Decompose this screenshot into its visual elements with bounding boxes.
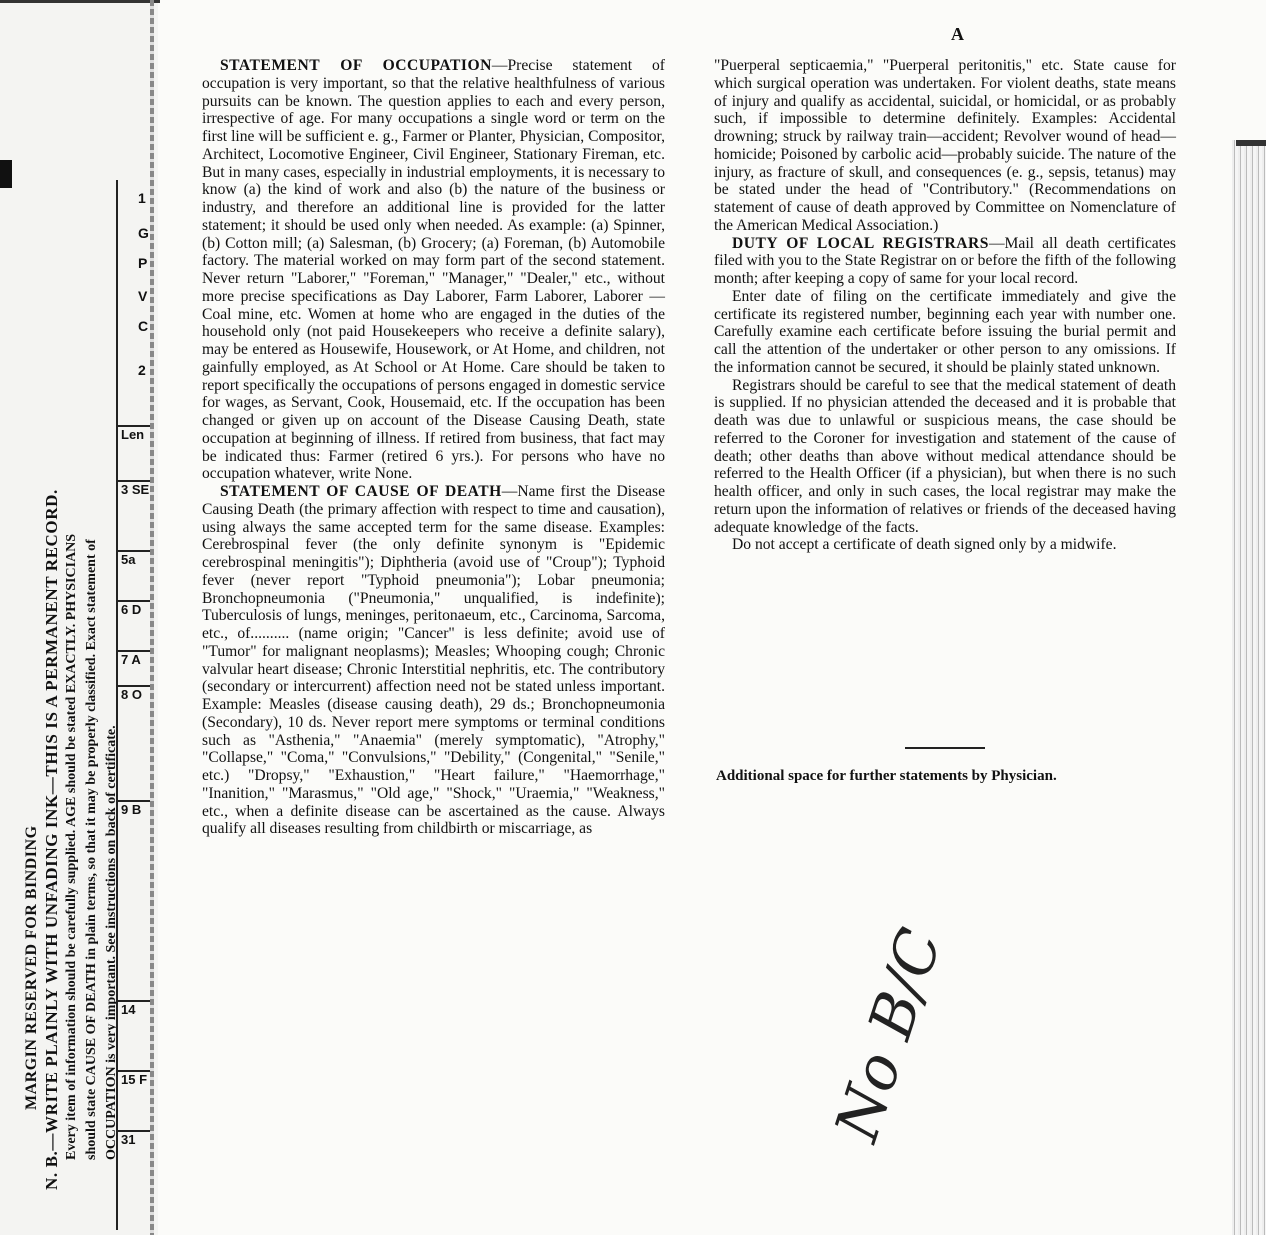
occupation-heading: STATEMENT OF OCCUPATION — [220, 57, 492, 74]
form-fragment-letter: G — [138, 225, 149, 241]
margin-top-rule — [0, 0, 160, 3]
form-fragment-letter: 1 — [138, 190, 146, 206]
cause-of-death-text: —Name first the Disease Causing Death (the primary affection with respect to time and causation), using always the same accepted term for the same disease. Examples: Cerebrospinal fever (the only definite synonym is "Epidemic cerebrospinal meningitis"); Diphtheria (avoid use of "Croup"); Typhoid fever (never report "Typhoid pneumonia"); Lobar pneumonia; Bronchopneumonia ("Pneumonia," unqualified, is indefinite); Tuberculosis of lungs, meninges, peritonaeum, etc., Carcinoma, Sarcoma, etc., of.......... (name origin; "Cancer" is less definite; avoid use of "Tumor" for malignant neoplasms); Measles; Whooping cough; Chronic valvular heart disease; Chronic Interstitial nephritis, etc. The contributory (secondary or intercurrent) affection need not be stated unless important. Example: Measles (disease causing death), 29 ds.; Bronchopneumonia (Secondary), 10 ds. Never report mere symptoms or terminal conditions such as "Asthenia," "Anaemia" (merely symptomatic), "Atrophy," "Collapse," "Coma," "Convulsions," "Debility," (Congenital," "Senile," etc.) "Dropsy," "Exhaustion," "Heart failure," "Haemorrhage," "Inanition," "Marasmus," "Old age," "Shock," "Uraemia," "Weakness," etc., when a definite disease can be ascertained as the cause. Always qualify all diseases resulting from childbirth or miscarriage, as — [202, 483, 666, 838]
additional-space-label: Additional space for further statements by Physician. — [716, 768, 1057, 784]
form-fragment-letter: V — [138, 288, 148, 304]
occupation-text: —Precise statement of occupation is very important, so that the relative healthfulness of various pursuits can be known. The question applies to each and every person, irrespective of age. For many occupations a single word or term on the first line will be sufficient e. g., Farmer or Planter, Physician, Compositor, Architect, Locomotive Engineer, Civil Engineer, Stationary Fireman, etc. But in many cases, especially in industrial employments, it is necessary to know (a) the kind of work and also (b) the nature of the business or industry, and therefore an additional line is provided for the latter statement; it should be used only when needed. As example: (a) Spinner, (b) Cotton mill; (a) Salesman, (b) Grocery; (a) Foreman, (b) Automobile factory. The material worked on may form part of the second statement. Never return "Laborer," "Foreman," "Manager," "Dealer," etc., without more precise specifications as Day Laborer, Farm Laborer, Laborer — Coal mine, etc. Women at home who are engaged in the duties of the household only (not paid Housekeepers who receive a definite salary), may be entered as Housewife, Housework, or At Home, and children, not gainfully employed, as At School or At Home. Care should be taken to report specifically the occupations of persons engaged in domestic service for wages, as Servant, Cook, Housemaid, etc. If the occupation has been changed or given up on account of the Disease Causing Death, state occupation at beginning of illness. If retired from business, that fact may be indicated thus: Farmer (retired 6 yrs.). For persons who have no occupation whatever, write None. — [202, 57, 666, 483]
margin-instruction-line-2: should state CAUSE OF DEATH in plain terms, so that it may be properly classified. Exact statement of — [84, 539, 99, 1160]
form-cell: 3 SE — [118, 480, 154, 550]
form-cell: 15 F — [118, 1070, 154, 1130]
margin-instruction-line-1: Every item of information should be carefully supplied. AGE should be stated EXACTLY. PHYSICIANS — [64, 533, 79, 1160]
right-edge-rule — [1236, 140, 1266, 146]
duty-heading: DUTY OF LOCAL REGISTRARS — [732, 234, 989, 252]
margin-binding-note: MARGIN RESERVED FOR BINDING — [23, 825, 40, 1110]
duty-paragraph — [714, 235, 1176, 288]
form-cell: Len — [118, 425, 154, 480]
top-mark: A — [951, 24, 964, 44]
duty-text: —Mail all death certificates filed with you to the State Registrar on or before the fifth of the following month; after keeping a copy of same for your local record. — [714, 234, 1176, 287]
form-cell: 31 — [118, 1130, 154, 1190]
cause-of-death-paragraph — [202, 483, 665, 838]
form-cell: 5a — [118, 550, 154, 600]
form-cell: 9 B — [118, 800, 154, 880]
cause-of-death-heading: STATEMENT OF CAUSE OF DEATH — [220, 483, 502, 500]
form-cell: 14 — [118, 1000, 154, 1070]
form-fragment-letter: P — [138, 255, 148, 271]
instructions-right-column — [714, 57, 1176, 554]
column-divider — [150, 0, 154, 1235]
form-fragment-letter: 2 — [138, 362, 146, 378]
section-rule — [905, 747, 985, 749]
midwife-paragraph: Do not accept a certificate of death signed only by a midwife. — [732, 536, 1117, 554]
margin-black-edge — [0, 160, 12, 188]
handwritten-note: No B/C — [822, 920, 956, 1150]
right-edge-scan — [1232, 140, 1266, 1235]
margin-write-plainly-note: N. B.—WRITE PLAINLY WITH UNFADING INK—THIS IS A PERMANENT RECORD. — [42, 489, 61, 1190]
filing-paragraph: Enter date of filing on the certificate immediately and give the certificate its registered number, beginning each year with number one. Carefully examine each certificate before issuing the burial permit and call the attention of the undertaker or other person to any omissions. If the information cannot be secured, it should be plainly stated unknown. — [714, 287, 1176, 376]
registrars-paragraph: Registrars should be careful to see that the medical statement of death is supplied. If no physician attended the deceased and it is probable that death was due to unlawful or suspicious means, the case should be referred to the Coroner for investigation and statement of the cause of death; other deaths than above without medical attendance should be referred to the Health Officer (if a physician), but when there is no such health officer, and only in such cases, the local registrar may make the return upon the information of relatives or friends of the deceased having adequate knowledge of the facts. — [714, 376, 1176, 536]
form-cell: 8 O — [118, 685, 154, 800]
instructions-left-column — [202, 57, 665, 838]
margin-instruction-line-3: OCCUPATION is very important. See instructions on back of certificate. — [104, 725, 119, 1160]
form-fragment-letter: C — [138, 318, 149, 334]
binding-margin-text — [22, 20, 122, 1220]
form-cell: 7 A — [118, 650, 154, 710]
cause-of-death-continued: "Puerperal septicaemia," "Puerperal peritonitis," etc. State cause for which surgical operation was undertaken. For violent deaths, state means of injury and qualify as accidental, suicidal, or homicidal, or as probably such, if impossible to determine definitely. Examples: Accidental drowning; struck by railway train—accident; Revolver wound of head—homicide; Poisoned by carbolic acid—probably suicide. The nature of the injury, as fracture of skull, and consequences (e. g., sepsis, tetanus) may be stated under the head of "Contributory." (Recommendations on statement of cause of death approved by Committee on Nomenclature of the American Medical Association.) — [714, 57, 1176, 234]
form-cell: 6 D — [118, 600, 154, 660]
form-fragment — [116, 180, 154, 1230]
occupation-paragraph — [202, 57, 665, 483]
